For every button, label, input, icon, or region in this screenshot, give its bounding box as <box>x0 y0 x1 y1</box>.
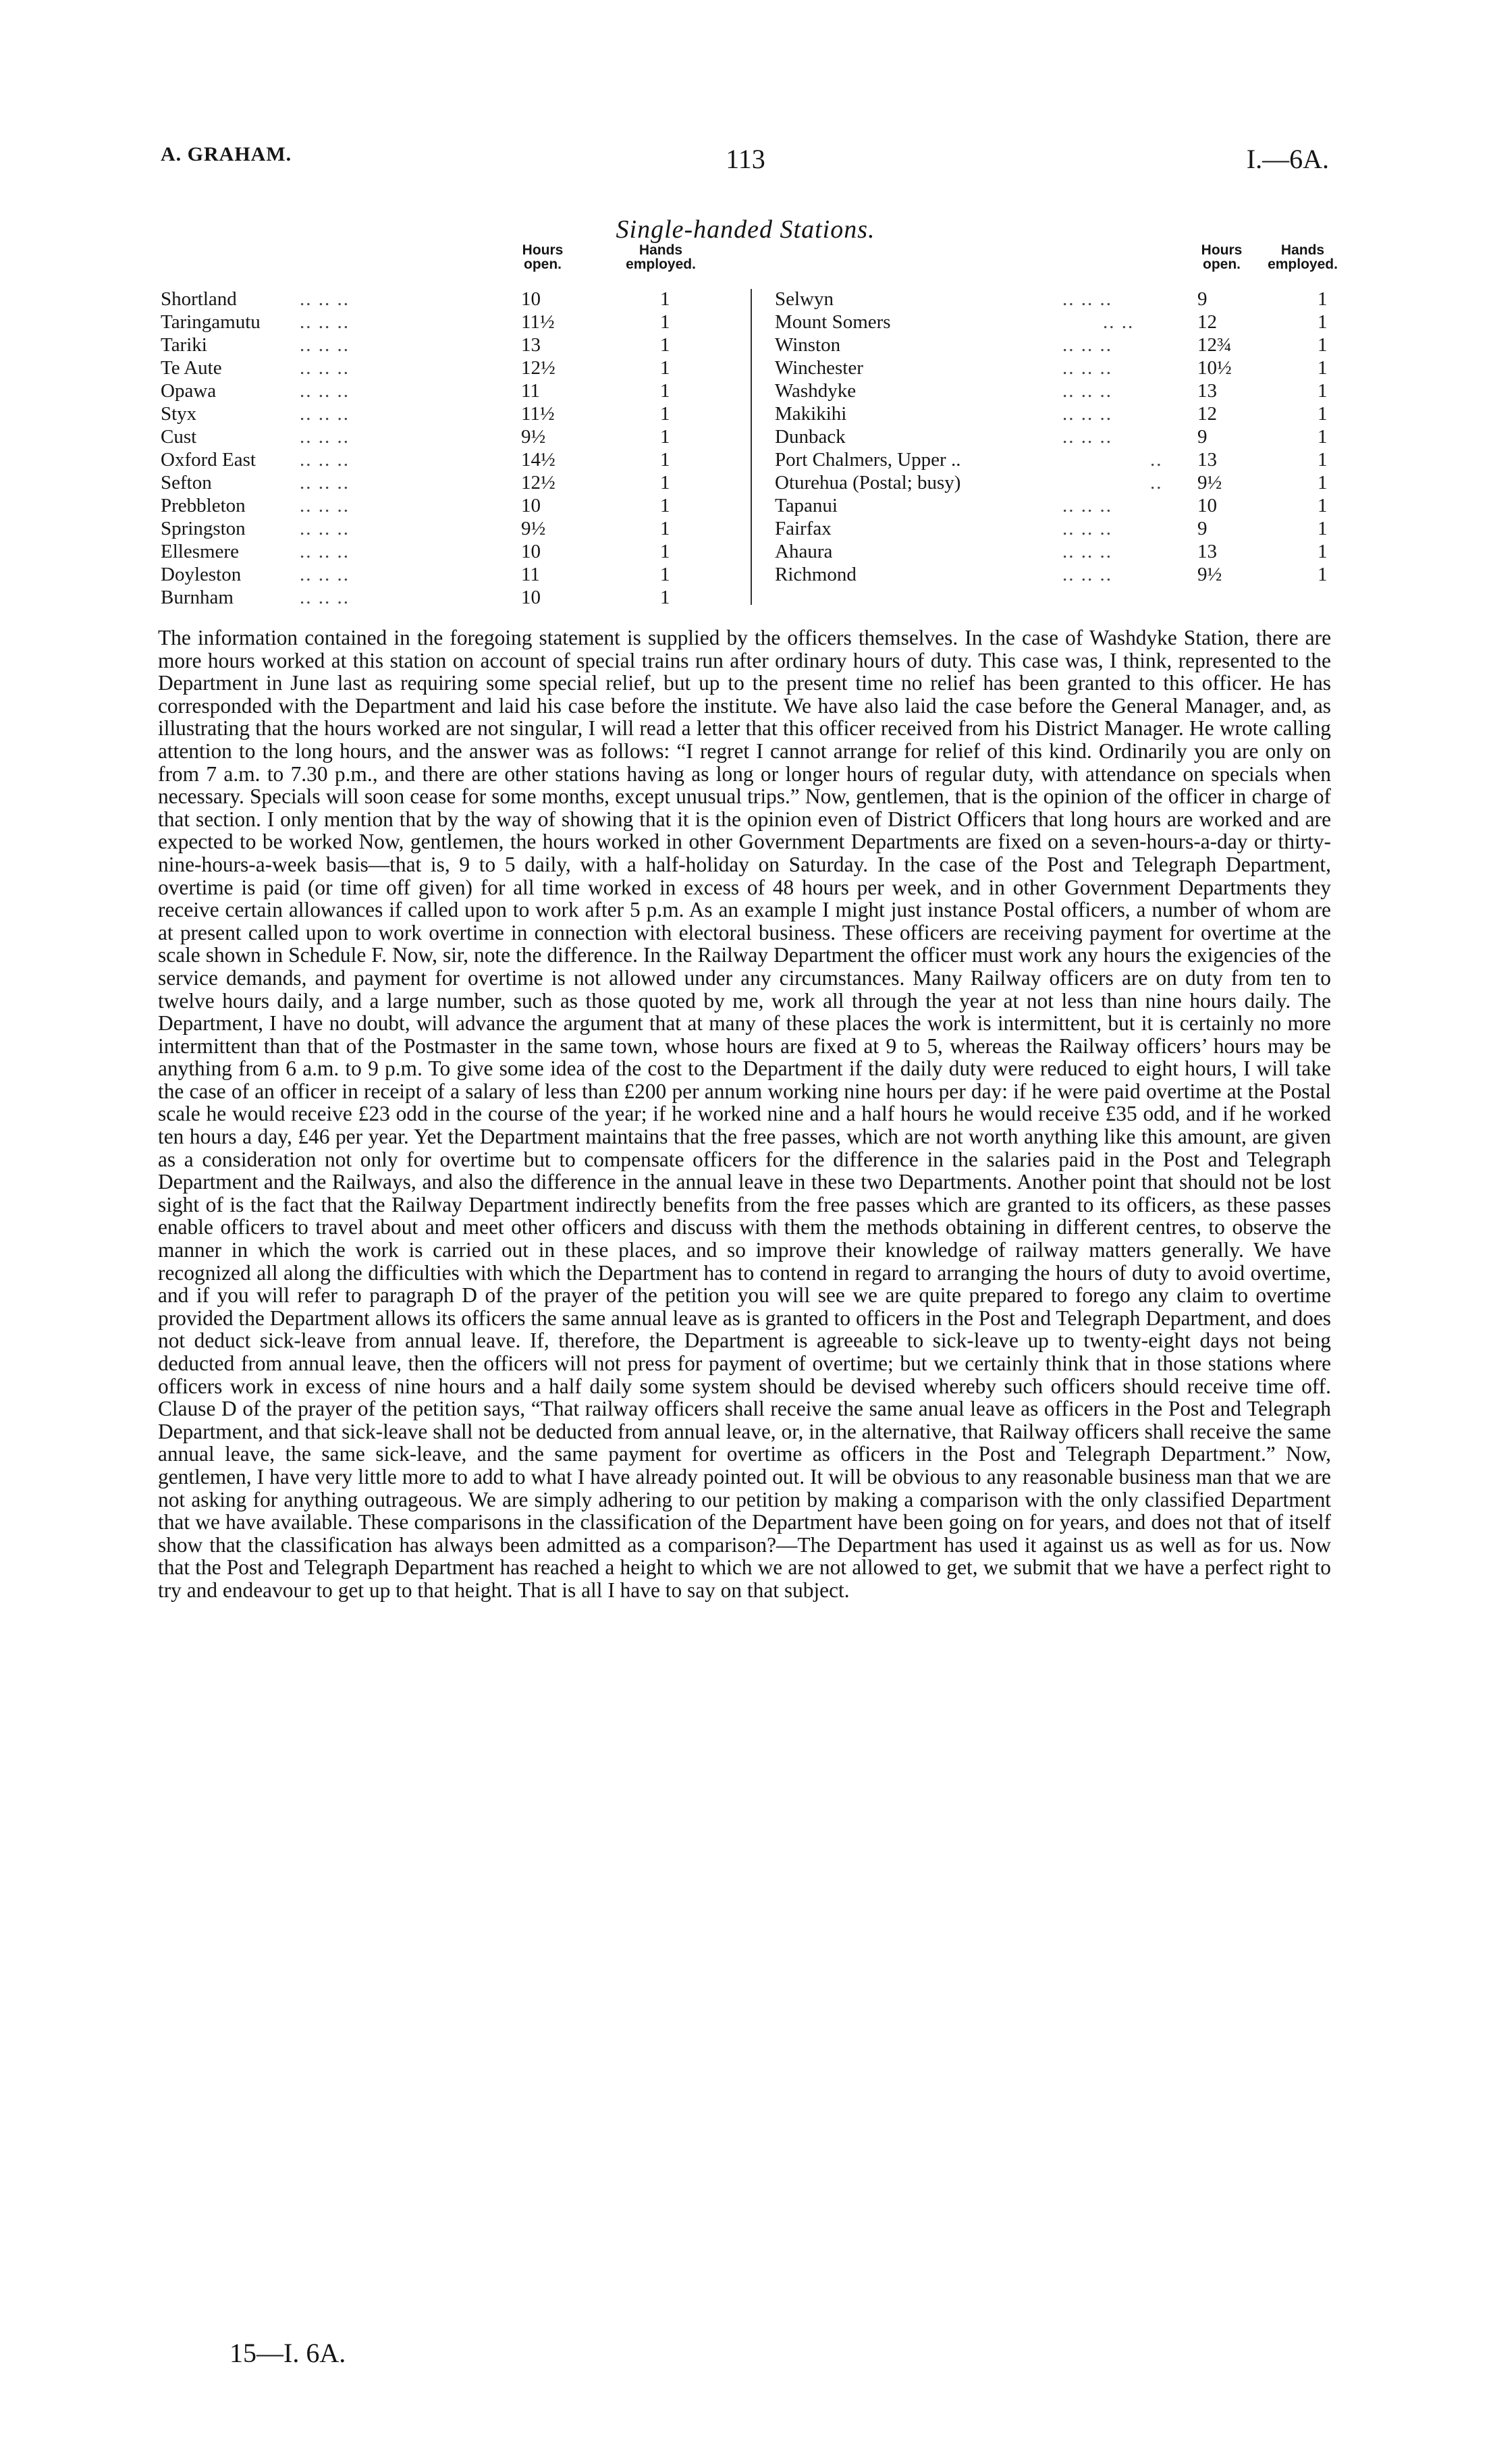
table-row <box>772 563 1346 586</box>
header-author: A. GRAHAM. <box>161 143 292 165</box>
leader-dots: .. .. .. <box>300 495 350 516</box>
station-name: Tariki <box>161 334 207 356</box>
hands-employed-value: 1 <box>660 380 670 402</box>
hands-employed-value: 1 <box>660 495 670 516</box>
hands-employed-value: 1 <box>1318 495 1328 516</box>
table-row <box>158 448 735 471</box>
leader-dots: .. .. .. <box>1062 403 1112 425</box>
column-header-hours: Hours open. <box>522 242 564 272</box>
hands-employed-value: 1 <box>1318 541 1328 562</box>
table-row <box>772 540 1346 563</box>
station-name: Selwyn <box>775 288 834 310</box>
leader-dots: .. .. .. <box>1062 564 1112 585</box>
leader-dots: .. .. .. <box>300 518 350 539</box>
station-name: Tapanui <box>775 495 838 516</box>
hands-employed-value: 1 <box>660 472 670 493</box>
hours-open-value: 13 <box>1197 449 1217 471</box>
table-row <box>772 311 1346 333</box>
table-row <box>772 448 1346 471</box>
leader-dots: .. .. .. <box>300 311 350 333</box>
hours-open-value: 13 <box>521 334 541 356</box>
station-name: Opawa <box>161 380 217 402</box>
footer-signature: 15—I. 6A. <box>229 2338 346 2368</box>
stations-table <box>158 243 1346 611</box>
station-name: Te Aute <box>161 357 222 379</box>
table-row <box>158 402 735 425</box>
station-name: Makikihi <box>775 403 847 425</box>
leader-dots: .. .. .. <box>1062 495 1112 516</box>
hands-employed-value: 1 <box>660 449 670 471</box>
table-row <box>158 471 735 494</box>
hands-employed-value: 1 <box>660 587 670 608</box>
station-name: Prebbleton <box>161 495 246 516</box>
leader-dots: .. <box>1150 449 1163 471</box>
leader-dots: .. .. .. <box>300 334 350 356</box>
hands-employed-value: 1 <box>1318 426 1328 448</box>
hours-open-value: 10 <box>521 495 541 516</box>
column-divider <box>751 289 752 605</box>
table-row <box>158 356 735 379</box>
table-row <box>772 425 1346 448</box>
table-row <box>772 494 1346 517</box>
hands-employed-value: 1 <box>1318 380 1328 402</box>
leader-dots: .. .. .. <box>1062 518 1112 539</box>
station-name: Doyleston <box>161 564 242 585</box>
hours-open-value: 11½ <box>521 403 555 425</box>
station-name: Styx <box>161 403 197 425</box>
hands-employed-value: 1 <box>1318 403 1328 425</box>
leader-dots: .. .. .. <box>1062 334 1112 356</box>
hands-employed-value: 1 <box>660 403 670 425</box>
stations-column-right <box>772 243 1346 611</box>
hands-employed-value: 1 <box>660 357 670 379</box>
hands-employed-value: 1 <box>1318 472 1328 493</box>
table-row <box>772 356 1346 379</box>
leader-dots: .. .. .. <box>1062 380 1112 402</box>
hands-employed-value: 1 <box>1318 311 1328 333</box>
leader-dots: .. .. .. <box>300 403 350 425</box>
leader-dots: .. .. .. <box>300 426 350 448</box>
leader-dots: .. .. .. <box>300 541 350 562</box>
hands-employed-value: 1 <box>660 426 670 448</box>
hours-open-value: 12 <box>1197 403 1217 425</box>
hands-employed-value: 1 <box>1318 334 1328 356</box>
table-row <box>772 402 1346 425</box>
hours-open-value: 11 <box>521 380 540 402</box>
hours-open-value: 9½ <box>521 518 546 539</box>
hands-employed-value: 1 <box>1318 449 1328 471</box>
leader-dots: .. .. .. <box>1062 288 1112 310</box>
hours-open-value: 9½ <box>1197 472 1222 493</box>
leader-dots: .. .. .. <box>300 449 350 471</box>
station-name: Winston <box>775 334 841 356</box>
station-name: Washdyke <box>775 380 857 402</box>
table-row <box>158 517 735 540</box>
leader-dots: .. .. .. <box>300 288 350 310</box>
hours-open-value: 14½ <box>521 449 555 471</box>
hours-open-value: 12 <box>1197 311 1217 333</box>
station-name: Taringamutu <box>161 311 261 333</box>
table-row <box>158 563 735 586</box>
station-name: Burnham <box>161 587 234 608</box>
body-paragraph: The information contained in the foregoing statement is supplied by the officers themselves. In the case of Washdyke Station, there are more hours worked at this station on account of special trains run after ordinary hours of duty. This case was, I think, represented to the Department in June last as requiring some special relief, but up to the present time no relief has been granted to this officer. He has corresponded with the Department and laid his case before the institute. We have also laid the case before the General Manager, and, as illustrating that the hours worked are not singular, I will read a letter that this officer received from his District Manager. He wrote calling attention to the long hours, and the answer was as follows: “I regret I cannot arrange for relief of this kind. Ordinarily you are only on from 7 a.m. to 7.30 p.m., and there are other stations having as long or longer hours of regular duty, with attendance on specials when necessary. Specials will soon cease for some months, except unusual trips.” Now, gentlemen, that is the opinion of the officer in charge of that section. I only mention that by the way of showing that it is the opinion even of District Officers that long hours are worked and are expected to be worked Now, gentlemen, the hours worked in other Government Departments are fixed on a seven-hours-a-day or thirty-nine-hours-a-week basis—that is, 9 to 5 daily, with a half-holiday on Saturday. In the case of the Post and Telegraph Department, overtime is paid (or time off given) for all time worked in excess of 48 hours per week, and in other Government Departments they receive certain allowances if called upon to work after 5 p.m. As an example I might just instance Postal officers, a number of whom are at present called upon to work overtime in connection with electoral business. These officers are receiving payment for overtime at the scale shown in Schedule F. Now, sir, note the difference. In the Railway Department the officer must work any hours the exigencies of the service demands, and payment for overtime is not allowed under any circumstances. Many Railway officers are on duty from ten to twelve hours daily, and a large number, such as those quoted by me, work all through the year at not less than nine hours daily. The Department, I have no doubt, will advance the argument that at many of these places the work is intermittent, but it is certainly no more intermittent than that of the Postmaster in the same town, whose hours are fixed at 9 to 5, whereas the Railway officers’ hours may be anything from 6 a.m. to 9 p.m. To give some idea of the cost to the Department if the daily duty were reduced to eight hours, I will take the case of an officer in receipt of a salary of less than £200 per annum working nine hours per day: if he were paid overtime at the Postal scale he would receive £23 odd in the course of the year; if he worked nine and a half hours he would receive £35 odd, and if he worked ten hours a day, £46 per year. Yet the Department maintains that the free passes, which are not worth anything like this amount, are given as a consideration not only for overtime but to compensate officers for the difference in the salaries paid in the Post and Telegraph Department and the Railways, and also the difference in the annual leave in these two Departments. Another point that should not be lost sight of is the fact that the Railway Department indirectly benefits from the free passes which are granted to its officers, as these passes enable officers to travel about and meet other officers and discuss with them the methods obtaining in different centres, to observe the manner in which the work is carried out in these places, and so improve their knowledge of railway matters generally. We have recognized all along the difficulties with which the Department has to contend in regard to arranging the hours of duty to avoid overtime, and if you will refer to paragraph D of the prayer of the petition you will see we are quite prepared to forego any claim to overtime provided the Department allows its officers the same annual leave as is granted to officers in the Post and Telegraph Department, and does not deduct sick-leave from annual leave. If, therefore, the Department is agreeable to sick-leave up to twenty-eight days not being deducted from annual leave, then the officers will not press for payment of overtime; but we certainly think that in those stations where officers work in excess of nine hours and a half daily some system should be devised whereby such officers should receive time off. Clause D of the prayer of the petition says, “That railway officers shall receive the same anual leave as officers in the Post and Telegraph Department, and that sick-leave shall not be deducted from annual leave, or, in the alternative, that Railway officers shall receive the same annual leave, the same sick-leave, and the same payment for overtime as officers in the Post and Telegraph Department.” Now, gentlemen, I have very little more to add to what I have already pointed out. It will be obvious to any reasonable business man that we are not asking for anything outrageous. We are simply adhering to our petition by making a comparison with the only classified Department that we have available. These comparisons in the classification of the Department have been going on for years, and does not that of itself show that the classification has always been admitted as a comparison?—The Department has used it against us as well as for us. Now that the Post and Telegraph Department has reached a height to which we are not allowed to get, we submit that we have a perfect right to try and endeavour to get up to that height. That is all I have to say on that subject. <box>158 626 1331 1602</box>
station-name: Oxford East <box>161 449 256 471</box>
table-row <box>158 425 735 448</box>
hands-employed-value: 1 <box>1318 518 1328 539</box>
hands-employed-value: 1 <box>660 541 670 562</box>
table-row <box>158 311 735 333</box>
leader-dots: .. .. .. <box>1062 541 1112 562</box>
hands-employed-value: 1 <box>660 518 670 539</box>
hands-employed-value: 1 <box>660 564 670 585</box>
leader-dots: .. .. .. <box>300 564 350 585</box>
table-row <box>772 288 1346 311</box>
station-name: Ellesmere <box>161 541 239 562</box>
hours-open-value: 10 <box>521 541 541 562</box>
header-document-ref: I.—6A. <box>1246 144 1329 174</box>
station-name: Mount Somers <box>775 311 891 333</box>
station-name: Fairfax <box>775 518 832 539</box>
hours-open-value: 10 <box>521 288 541 310</box>
leader-dots: .. .. .. <box>1062 426 1112 448</box>
hours-open-value: 11½ <box>521 311 555 333</box>
hours-open-value: 9 <box>1197 518 1208 539</box>
hours-open-value: 10 <box>1197 495 1217 516</box>
table-row <box>772 517 1346 540</box>
table-row <box>772 379 1346 402</box>
table-row <box>158 494 735 517</box>
table-row <box>772 471 1346 494</box>
station-name: Shortland <box>161 288 237 310</box>
hours-open-value: 9 <box>1197 426 1208 448</box>
station-name: Port Chalmers, Upper .. <box>775 449 961 471</box>
hours-open-value: 12½ <box>521 357 555 379</box>
hours-open-value: 12¾ <box>1197 334 1232 356</box>
leader-dots: .. .. .. <box>300 587 350 608</box>
station-name: Sefton <box>161 472 212 493</box>
hours-open-value: 13 <box>1197 541 1217 562</box>
station-name: Ahaura <box>775 541 833 562</box>
table-row <box>772 333 1346 356</box>
column-header-hands: Hands employed. <box>1268 242 1338 272</box>
hours-open-value: 10½ <box>1197 357 1232 379</box>
table-title: Single-handed Stations. <box>616 215 875 244</box>
stations-rows-left <box>158 288 735 609</box>
table-row <box>158 379 735 402</box>
station-name: Cust <box>161 426 197 448</box>
hours-open-value: 10 <box>521 587 541 608</box>
leader-dots: .. <box>1150 472 1163 493</box>
hours-open-value: 11 <box>521 564 540 585</box>
page-number: 113 <box>726 144 765 174</box>
stations-rows-right <box>772 288 1346 586</box>
hands-employed-value: 1 <box>660 334 670 356</box>
running-header <box>158 143 1333 184</box>
hours-open-value: 13 <box>1197 380 1217 402</box>
leader-dots: .. .. <box>1103 311 1135 333</box>
body-text <box>158 626 1331 1602</box>
stations-column-left <box>158 243 735 611</box>
table-row <box>158 586 735 609</box>
hands-employed-value: 1 <box>1318 357 1328 379</box>
hours-open-value: 12½ <box>521 472 555 493</box>
station-name: Winchester <box>775 357 863 379</box>
leader-dots: .. .. .. <box>300 472 350 493</box>
hours-open-value: 9½ <box>1197 564 1222 585</box>
station-name: Dunback <box>775 426 846 448</box>
table-row <box>158 333 735 356</box>
column-header-hours: Hours open. <box>1201 242 1243 272</box>
hands-employed-value: 1 <box>660 311 670 333</box>
column-header-hands: Hands employed. <box>626 242 696 272</box>
hands-employed-value: 1 <box>1318 288 1328 310</box>
table-row <box>158 540 735 563</box>
leader-dots: .. .. .. <box>1062 357 1112 379</box>
hours-open-value: 9 <box>1197 288 1208 310</box>
station-name: Springston <box>161 518 246 539</box>
leader-dots: .. .. .. <box>300 357 350 379</box>
table-row <box>158 288 735 311</box>
station-name: Richmond <box>775 564 857 585</box>
station-name: Oturehua (Postal; busy) <box>775 472 961 493</box>
hands-employed-value: 1 <box>1318 564 1328 585</box>
hands-employed-value: 1 <box>660 288 670 310</box>
leader-dots: .. .. .. <box>300 380 350 402</box>
hours-open-value: 9½ <box>521 426 546 448</box>
